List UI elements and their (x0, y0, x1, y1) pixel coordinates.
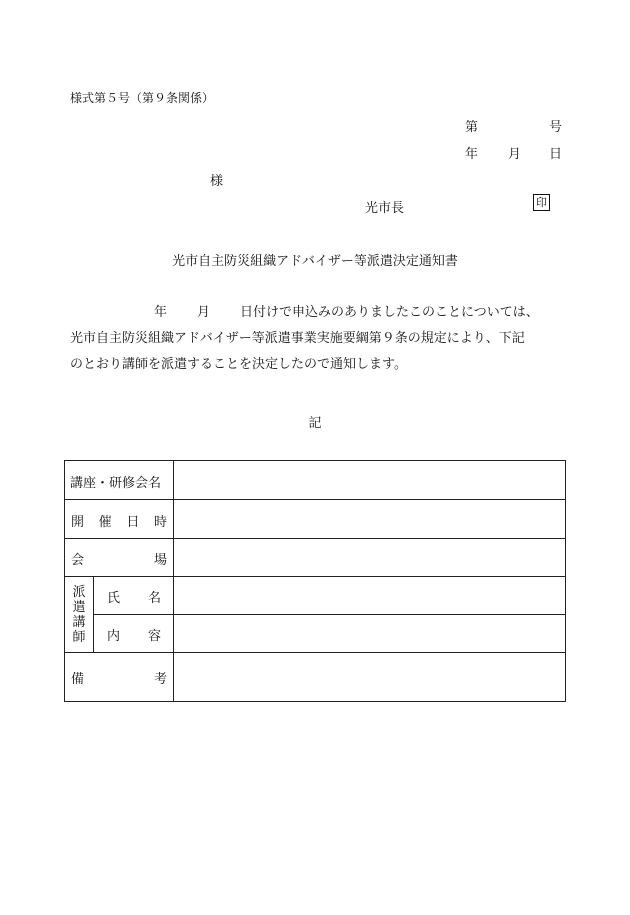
body-line-2: 光市自主防災組織アドバイザー等派遣事業実施要綱第９条の規定により、下記 (70, 331, 525, 346)
addressee-suffix: 様 (210, 174, 224, 189)
body-line-1-text: 日付けで申込みのありましたこのことについては、 (240, 305, 539, 320)
label-content (107, 625, 161, 644)
label-venue (71, 549, 167, 568)
form-number: 様式第５号（第９条関係） (70, 91, 215, 105)
table-row-divider (65, 652, 565, 653)
table-row-divider (65, 499, 565, 500)
label-char: 考 (153, 672, 167, 687)
venue-value (175, 540, 563, 574)
body-year: 年 (154, 305, 168, 320)
label-char: 催 (98, 515, 112, 530)
doc-number-prefix: 第 (465, 120, 479, 135)
label-char: 名 (147, 591, 161, 606)
label-course-name: 講座・研修会名 (70, 476, 162, 491)
doc-number-suffix: 号 (549, 120, 563, 135)
label-char: 備 (71, 672, 85, 687)
body-line-3: のとおり講師を派遣することを決定したので通知します。 (70, 357, 407, 372)
content-value (175, 616, 563, 650)
label-char: 会 (71, 553, 85, 568)
seal-mark: 印 (533, 194, 550, 211)
label-char: 遣 (72, 600, 86, 615)
ki-heading: 記 (308, 416, 322, 431)
course-name-value (175, 463, 563, 497)
label-char: 氏 (107, 591, 121, 606)
table-row-divider (65, 576, 565, 577)
instructor-name-value (175, 578, 563, 612)
date-day: 日 (549, 147, 563, 162)
body-line-1 (70, 300, 570, 326)
issuer: 光市長 (365, 201, 405, 216)
body-month: 月 (197, 305, 211, 320)
body-paragraph (70, 300, 570, 378)
table-row-divider (65, 538, 565, 539)
label-char: 容 (147, 629, 161, 644)
label-instructor-name (107, 587, 161, 606)
label-char: 講 (72, 615, 86, 630)
label-char: 派 (72, 585, 86, 600)
label-char: 時 (153, 515, 167, 530)
label-instructor-group (65, 585, 93, 645)
label-datetime (71, 511, 167, 530)
details-table (64, 460, 566, 702)
remarks-value (175, 654, 563, 699)
label-remarks (71, 668, 167, 687)
document-title: 光市自主防災組織アドバイザー等派遣決定通知書 (172, 254, 458, 269)
datetime-value (175, 501, 563, 536)
label-char: 内 (107, 629, 121, 644)
label-char: 師 (72, 630, 86, 645)
label-char: 日 (126, 515, 140, 530)
date-year: 年 (465, 147, 479, 162)
table-row-divider (93, 614, 565, 615)
date-month: 月 (508, 147, 522, 162)
table-column-divider (93, 576, 94, 652)
label-char: 場 (153, 553, 167, 568)
table-column-divider (173, 461, 174, 701)
label-char: 開 (71, 515, 85, 530)
